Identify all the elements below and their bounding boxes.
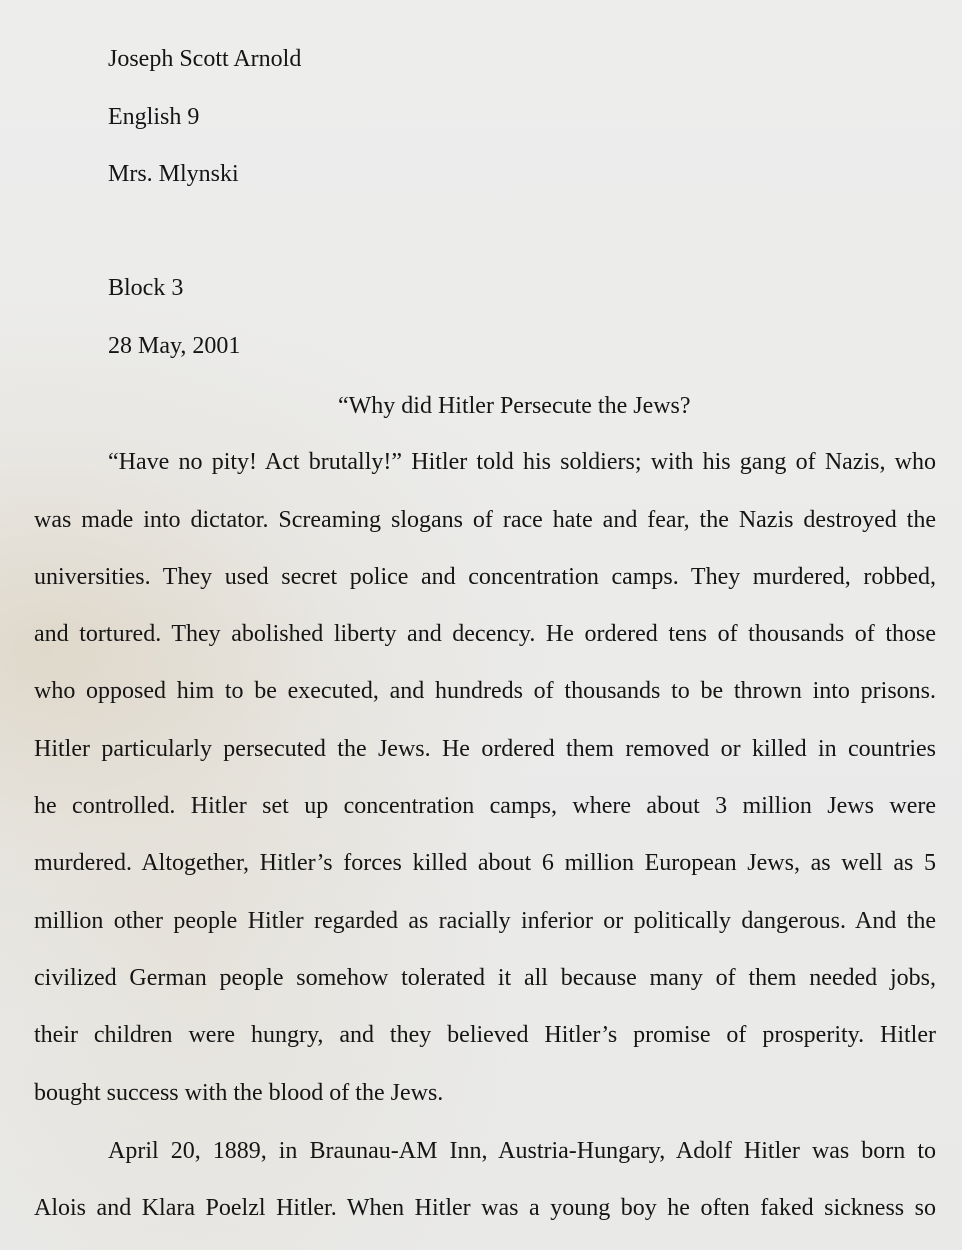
body-line: million other people Hitler regarded as racially inferior or politically dangerous. And the bbox=[34, 908, 936, 934]
body-line: bought success with the blood of the Jews. bbox=[34, 1080, 444, 1106]
body-line: was made into dictator. Screaming slogans of race hate and fear, the Nazis destroyed the bbox=[34, 507, 936, 533]
body-line: “Have no pity! Act brutally!” Hitler told his soldiers; with his gang of Nazis, who bbox=[108, 449, 936, 475]
body-line: Alois and Klara Poelzl Hitler. When Hitler was a young boy he often faked sickness so bbox=[34, 1195, 936, 1221]
course-name: English 9 bbox=[108, 104, 200, 130]
teacher-name: Mrs. Mlynski bbox=[108, 161, 239, 187]
bleed-through-text bbox=[20, 0, 940, 30]
body-line: and tortured. They abolished liberty and decency. He ordered tens of thousands of those bbox=[34, 621, 936, 647]
body-line: murdered. Altogether, Hitler’s forces killed about 6 million European Jews, as well as 5 bbox=[34, 850, 936, 876]
body-line: he controlled. Hitler set up concentration camps, where about 3 million Jews were bbox=[34, 793, 936, 819]
document-date: 28 May, 2001 bbox=[108, 333, 241, 359]
class-block: Block 3 bbox=[108, 275, 184, 301]
body-line: April 20, 1889, in Braunau-AM Inn, Austria-Hungary, Adolf Hitler was born to bbox=[108, 1138, 936, 1164]
essay-title: “Why did Hitler Persecute the Jews? bbox=[338, 393, 691, 419]
body-line: their children were hungry, and they believed Hitler’s promise of prosperity. Hitler bbox=[34, 1022, 936, 1048]
body-line: civilized German people somehow tolerated it all because many of them needed jobs, bbox=[34, 965, 936, 991]
body-line: Hitler particularly persecuted the Jews. He ordered them removed or killed in countries bbox=[34, 736, 936, 762]
body-line: who opposed him to be executed, and hundreds of thousands to be thrown into prisons. bbox=[34, 678, 936, 704]
author-name: Joseph Scott Arnold bbox=[108, 46, 302, 72]
body-line: universities. They used secret police and concentration camps. They murdered, robbed, bbox=[34, 564, 936, 590]
